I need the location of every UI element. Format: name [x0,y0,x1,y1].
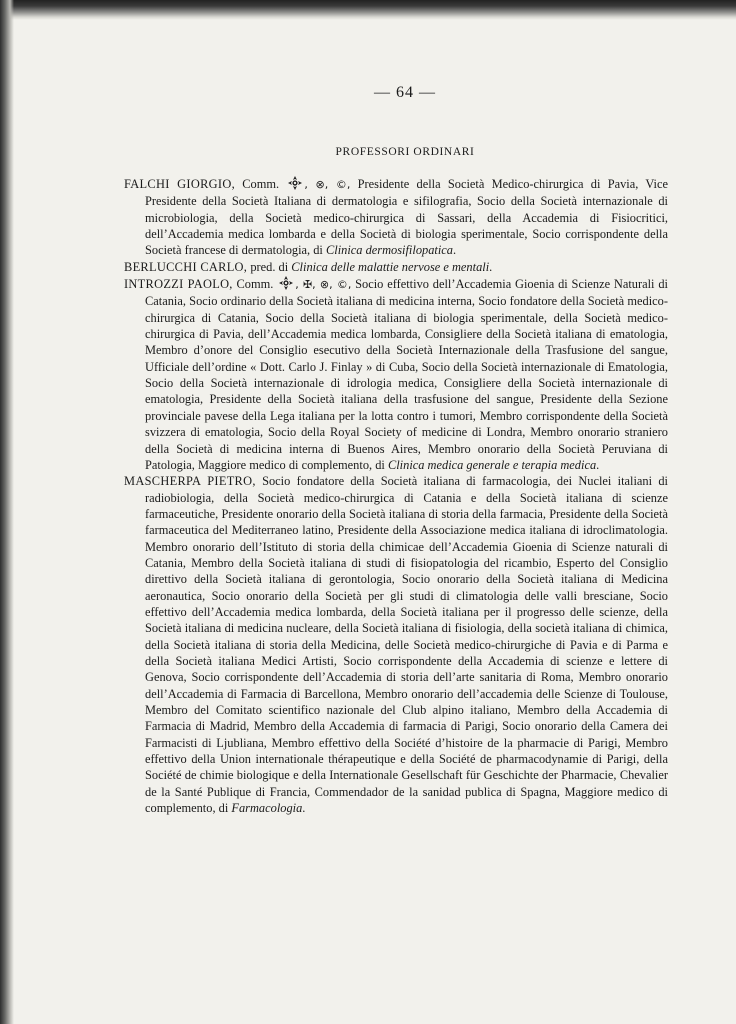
entry-name: BERLUCCHI CARLO, [124,259,248,274]
faculty-entry [124,473,668,816]
entry-text: Presidente della Società Medico-chirurgica di Pavia, Vice Presidente della Società Italiana di dermatologia e sifilografia, Socio della Società internazionale di microbiologia, della Società medico-chirurgica di Sassari, della Accademia di Fisiocritici, dell’Accademia medica lombarda e della Società di biologia sperimentale, Socio corrispondente della Società francese di dermatologia, di [145,177,668,258]
entry-name: MASCHERPA PIETRO, [124,474,256,489]
entry-title: Comm. [236,277,274,292]
entry-text: pred. di [250,259,289,274]
entry-end: . [302,801,306,816]
entry-end: . [452,243,457,258]
order-cross-icon [278,275,294,291]
faculty-entry [124,259,668,275]
entry-subject: Farmacologia [231,801,303,816]
scan-left-edge [0,0,14,1024]
scan-top-edge [0,0,736,20]
faculty-entry [124,175,668,259]
section-title: PROFESSORI ORDINARI [335,146,475,158]
page-number: — 64 — [374,84,436,101]
honor-symbols: , ⊗, ©, [304,178,351,191]
entry-text: Socio fondatore della Società italiana di farmacologia, dei Nuclei italiani di radiobiologia, della Società medico-chirurgica di Catania e della Società italiana di scienze farmaceutiche, Presidente onorario della Società italiana di storia della farmacia, Presidente della Società farmaceutica del Mediterraneo latino, Presidente della Associazione medica italiana di idroclimatologia. Membro onorario dell’Istituto di storia della chimicae dell’Accademia Gioenia di Scienze naturali di Catania, Membro della Società italiana di studi di fisiopatologia del ricambio, Esperto del Consiglio direttivo della Società italiana di gerontologia, Socio onorario della Società italiana di Medicina aeronautica, Socio onorario della Società per gli studi di climatologia delle valli bresciane, Socio effettivo dell’Accademia medica lombarda, della Società italiana per il progresso delle scienze, della Società italiana di medicina nucleare, della Società italiana di fisiologia, della società italiana di chimica, della Società italiana di storia della Medicina, delle Società medico-chirurgiche di Pavia e di Parma e della Società italiana Medici Artisti, Socio corrispondente della Accademia di scienze e lettere di Genova, Socio corrispondente dell’Accademia di storia dell’arte sanitaria di Roma, Membro onorario dell’Accademia di Farmacia di Barcellona, Membro onorario dell’accademia delle Scienze di Toulouse, Membro del Comitato scientifico nazionale del Club alpino italiano, Membro della Accademia di Farmacia di Madrid, Membro della Accademia di farmacia di Parigi, Socio onorario della Camera dei Farmacisti di Ljubliana, Membro effettivo della Société d’histoire de la pharmacie di Parigi, Membro effettivo della Union internationale thérapeutique e della Société de pharmacodynamie di Parigi, della Société de chimie biologique e della Internationale Gesellschaft für Geschichte der Pharmacie, Chevalier de la Santé Publique di Francia, Commendador de la sanidad publica di Spagna, Maggiore medico di complemento, di [145,474,668,816]
entry-name: INTROZZI PAOLO, [124,277,233,292]
entry-subject: Clinica delle malattie nervose e mentali [291,259,490,274]
honor-symbols: , ✠, ⊗, ©, [295,278,352,292]
entry-text: Socio effettivo dell’Accademia Gioenia di Scienze Naturali di Catania, Socio ordinario della Società italiana di medicina interna, Socio fondatore della Società medico-chirurgica di Catania, Socio della Società italiana di biologia sperimentale, della Società medico-chirurgica di Pavia, dell’Accademia medica lombarda, Consigliere della Società italiana di ematologia, Membro d’onore del Consiglio esecutivo della Società Internazionale della Trasfusione del sangue, Ufficiale dell’ordine « Dott. Carlo J. Finlay » di Cuba, Socio della Società internazionale di Ematologia, Socio della Società internazionale di idrologia medica, Consigliere della Società internazionale di ematologia, Presidente della Società italiana della trasfusione del sangue, Presidente della Sezione provinciale pavese della Lega italiana per la lotta contro i tumori, Membro corrispondente della Società svizzera di ematologia, Socio della Royal Society of medicine di Londra, Membro onorario straniero della Società di medicina interna di Buenos Aires, Membro onorario della Società Peruviana di Patologia, Maggiore medico di complemento, di [145,277,668,472]
order-cross-icon [287,175,303,191]
entry-end: . [489,259,493,274]
entry-title: Comm. [242,177,280,191]
entry-end: . [596,457,600,472]
entry-name: FALCHI GIORGIO, [124,177,235,191]
entry-subject: Clinica dermosifilopatica [325,243,453,258]
entry-subject: Clinica medica generale e terapia medica [387,457,597,472]
faculty-entry [124,275,668,473]
document-page [124,84,668,816]
